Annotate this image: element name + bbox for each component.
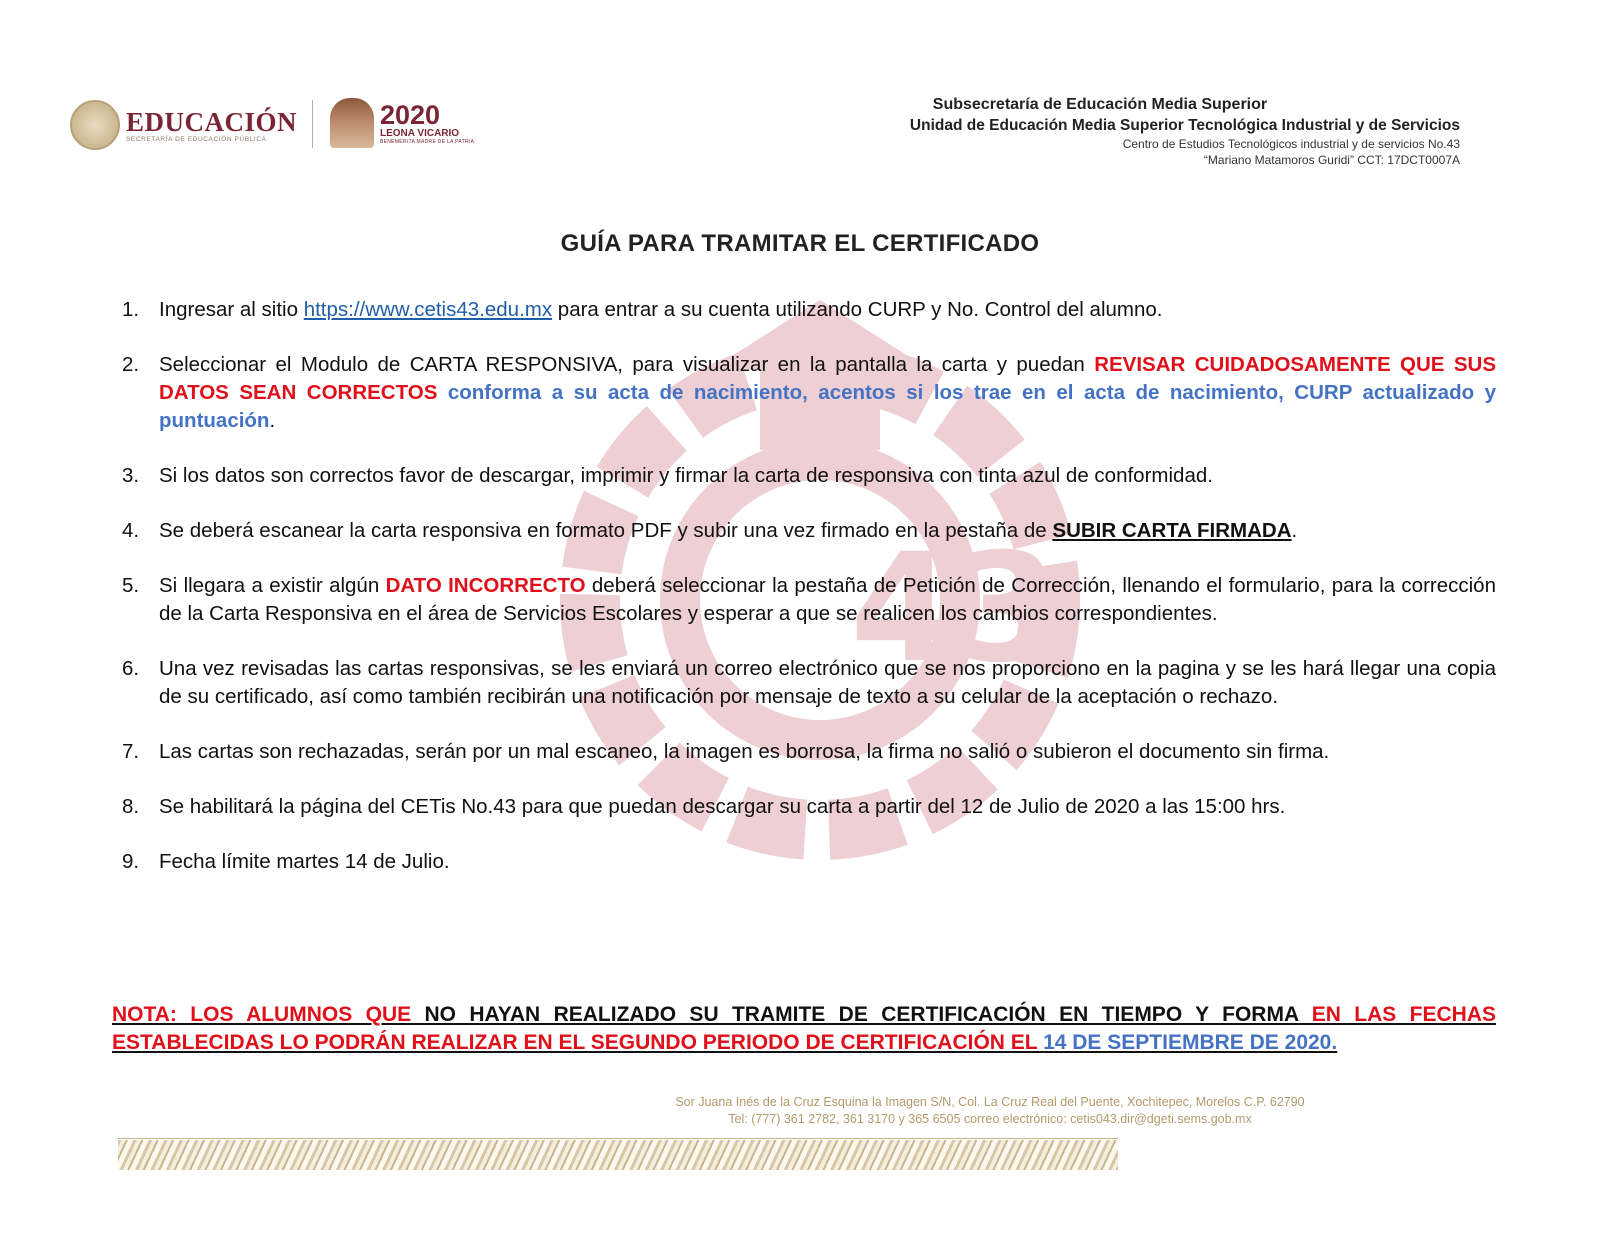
educacion-logo-subtitle: SECRETARÍA DE EDUCACIÓN PÚBLICA — [126, 135, 267, 143]
footer-address: Sor Juana Inés de la Cruz Esquina la Imagen S/N, Col. La Cruz Real del Puente, Xochitepec, Morelos C.P. 62790 — [675, 1095, 1305, 1109]
nota-text-red: EN LAS FECHAS ESTABLECIDAS LO PODRÁN REALIZAR EN EL SEGUNDO PERIODO DE CERTIFICACIÓN EL — [112, 1003, 1496, 1054]
decorative-footer-band — [118, 1140, 1118, 1170]
steps-list — [112, 296, 1496, 903]
svg-text:43: 43 — [850, 522, 1059, 696]
nota-text-blue: 14 DE SEPTIEMBRE DE 2020. — [1043, 1031, 1338, 1054]
step-8 — [112, 793, 1496, 821]
step-7 — [112, 738, 1496, 766]
step-number: 8. — [122, 795, 140, 818]
step-number: 1. — [122, 298, 140, 321]
header-line-2: Unidad de Educación Media Superior Tecnológica Industrial y de Servicios — [909, 117, 1460, 134]
step-1 — [112, 296, 1496, 324]
footer-band-line — [118, 1138, 1118, 1139]
step-number: 7. — [122, 740, 140, 763]
step-4 — [112, 517, 1496, 545]
step-warning-text: REVISAR CUIDADOSAMENTE QUE SUS DATOS SEAN CORRECTOS — [159, 353, 1496, 404]
nota-text-red: NOTA: LOS ALUMNOS QUE — [112, 1003, 425, 1026]
mexico-seal-icon — [70, 100, 120, 150]
logo-year: 2020 — [380, 99, 441, 130]
institution-header — [910, 94, 1460, 168]
step-number: 3. — [122, 464, 140, 487]
step-warning-text: DATO INCORRECTO — [385, 574, 586, 597]
step-number: 9. — [122, 850, 140, 873]
step-2 — [112, 351, 1496, 435]
step-text: Seleccionar el Modulo de CARTA RESPONSIVA, para visualizar en la pantalla la carta y puedan — [159, 353, 1095, 376]
step-text: . — [269, 409, 276, 432]
document-title: GUÍA PARA TRAMITAR EL CERTIFICADO — [560, 230, 1040, 257]
step-text: Se deberá escanear la carta responsiva en formato PDF y subir una vez firmado en la pestaña de — [159, 519, 1053, 542]
educacion-logo-title: EDUCACIÓN — [126, 106, 298, 137]
footer-phone-email: Tel: (777) 361 2782, 361 3170 y 365 6505 correo electrónico: cetis043.dir@dgeti.sems.gob.mx — [728, 1112, 1252, 1126]
step-text: para entrar a su cuenta utilizando CURP y No. Control del alumno. — [552, 298, 1163, 321]
step-6 — [112, 655, 1496, 711]
logo-divider — [312, 100, 313, 148]
step-number: 6. — [122, 657, 140, 680]
step-highlight-text: conforma a su acta de nacimiento, acentos si los trae en el acta de nacimiento, CURP actualizado y puntuación — [159, 381, 1496, 432]
logo-name: LEONA VICARIO — [380, 127, 460, 139]
header-line-1: Subsecretaría de Educación Media Superior — [932, 96, 1268, 113]
step-number: 4. — [122, 519, 140, 542]
step-number: 5. — [122, 574, 140, 597]
step-text: . — [1291, 519, 1298, 542]
step-text: Si los datos son correctos favor de descargar, imprimir y firmar la carta de responsiva con tinta azul de conformidad. — [159, 464, 1213, 487]
step-text: Fecha límite martes 14 de Julio. — [159, 850, 450, 873]
step-5 — [112, 572, 1496, 628]
step-text: Una vez revisadas las cartas responsivas, se les enviará un correo electrónico que se nos proporciono en la pagina y se les hará llegar una copia de su certificado, así como también recibirán una notificación por mensaje de texto a su celular de la aceptación o rechazo. — [159, 657, 1496, 708]
nota-text-black: NO HAYAN REALIZADO SU TRAMITE DE CERTIFICACIÓN EN TIEMPO Y FORMA — [424, 1003, 1299, 1026]
cetis43-link[interactable]: https://www.cetis43.edu.mx — [303, 298, 553, 321]
footer-contact — [580, 1094, 1400, 1128]
step-text: Ingresar al sitio — [159, 298, 304, 321]
nota-notice — [112, 1001, 1496, 1057]
step-3 — [112, 462, 1496, 490]
step-text: Si llegara a existir algún — [159, 574, 386, 597]
leona-vicario-portrait-icon — [330, 98, 374, 148]
step-9 — [112, 848, 1496, 876]
step-number: 2. — [122, 353, 140, 376]
header-line-4: “Mariano Matamoros Guridi” CCT: 17DCT0007A — [1203, 153, 1460, 167]
header-line-3: Centro de Estudios Tecnológicos industrial y de servicios No.43 — [1122, 137, 1460, 151]
step-text: Las cartas son rechazadas, serán por un mal escaneo, la imagen es borrosa, la firma no salió o subieron el documento sin firma. — [159, 740, 1330, 763]
step-text: deberá seleccionar la pestaña de Petición de Corrección, llenando el formulario, para la corrección de la Carta Responsiva en el área de Servicios Escolares y esperar a que se realicen los cambios correspondientes. — [159, 574, 1496, 625]
leona-vicario-logo — [330, 98, 474, 148]
logo-subtitle: BENEMÉRITA MADRE DE LA PATRIA — [380, 138, 475, 145]
step-emphasis-text: SUBIR CARTA FIRMADA — [1052, 519, 1292, 542]
step-text: Se habilitará la página del CETis No.43 para que puedan descargar su carta a partir del 12 de Julio de 2020 a las 15:00 hrs. — [159, 795, 1286, 818]
educacion-logo — [70, 100, 297, 150]
